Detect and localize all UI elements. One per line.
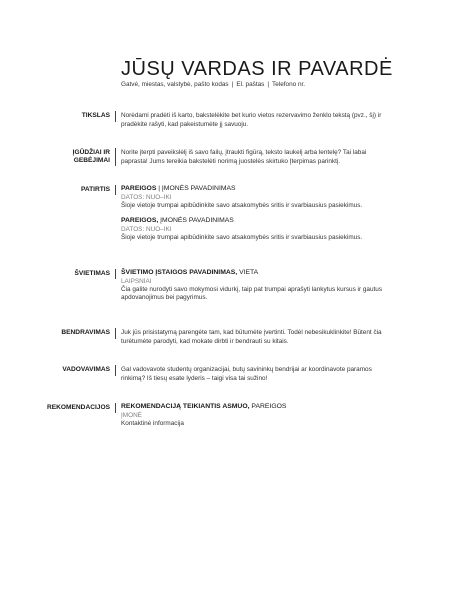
section-label-objective: TIKSLAS (81, 112, 110, 119)
experience-entry-heading (121, 217, 393, 226)
experience-entry[interactable] (121, 185, 393, 210)
section-content-references[interactable] (121, 403, 393, 428)
section-label-skills-line2: GEBĖJIMAI (73, 157, 110, 165)
contact-email[interactable]: El. paštas (236, 81, 265, 88)
section-content-experience (121, 185, 393, 250)
section-divider (115, 111, 116, 122)
education-institution: ŠVIETIMO ĮSTAIGOS PAVADINIMAS, (121, 269, 238, 276)
experience-entry-dates: DATOS: NUO–IKI (121, 193, 172, 201)
section-content-leadership[interactable] (121, 366, 393, 383)
section-divider (115, 328, 116, 339)
reference-person: REKOMENDACIJĄ TEIKIANTIS ASMUO, (121, 403, 250, 410)
education-description: Čia galite nurodyti savo mokymosi vidurkį, taip pat trumpai aprašyti lankytus kursus ir gautus apdovanojimus bei pagyrimus. (121, 285, 383, 302)
section-divider (115, 185, 116, 195)
experience-entry-dates: DATOS: NUO–IKI (121, 225, 172, 233)
reference-contact: Kontaktinė informacija (121, 419, 184, 427)
contact-line (121, 81, 305, 88)
section-label-experience: PATIRTIS (80, 186, 110, 193)
section-label-communication: BENDRAVIMAS (61, 329, 110, 336)
contact-separator: | (231, 81, 234, 88)
section-divider (115, 269, 116, 279)
experience-entry-title: PAREIGOS (121, 185, 157, 192)
section-label-leadership: VADOVAVIMAS (62, 366, 110, 373)
section-content-objective[interactable] (121, 112, 393, 129)
experience-entry-title: PAREIGOS, (121, 217, 159, 225)
experience-entry[interactable] (121, 217, 393, 242)
experience-entry-separator: | (156, 185, 162, 192)
skills-text[interactable]: Norite įterpti paveikslėlį iš savo failų, įtraukti figūrą, teksto laukelį arba lentelę? Tai labai paprasta! Jums tereikia bakstelėti norimą juostelės skirtuko Įterpimas parinktį. (121, 149, 367, 165)
section-divider (115, 365, 116, 376)
reference-heading (121, 403, 393, 412)
section-label-references: REKOMENDACIJOS (46, 404, 110, 411)
experience-entry-company: ĮMONĖS PAVADINIMAS (161, 185, 236, 192)
leadership-text[interactable]: Gal vadovavote studentų organizacijai, butų savininkų bendrijai ar koordinavote paramos rinkimą? Iš tiesų esate lyderis – taigi visa tai sužino! (121, 366, 372, 382)
communication-text[interactable]: Juk jūs prisistatymą parengėte tam, kad būtumėte įvertinti. Todėl nebesikuklinkite! Būtent čia turėtumėte parodyti, kad mokate dirbti ir bendrauti su kitais. (121, 329, 382, 345)
section-divider (115, 148, 116, 166)
objective-text[interactable]: Norėdami pradėti iš karto, bakstelėkite bet kurio vietos rezervavimo ženklo tekstą (pvz., šį) ir pradėkite rašyti, kad pakeistumėte jį savuoju. (121, 112, 382, 128)
education-heading (121, 269, 393, 278)
reference-company: ĮMONĖ (121, 411, 142, 419)
resume-name[interactable]: JŪSŲ VARDAS IR PAVARDĖ (121, 58, 393, 80)
experience-entry-heading (121, 185, 393, 194)
section-label-skills-line1: ĮGŪDŽIAI IR (72, 149, 110, 156)
education-location: VIETA (239, 269, 259, 276)
section-content-skills[interactable] (121, 149, 393, 166)
section-content-education[interactable] (121, 269, 393, 303)
education-degree: LAIPSNIAI (121, 277, 152, 285)
contact-separator: | (267, 81, 270, 88)
contact-phone[interactable]: Telefono nr. (272, 81, 306, 88)
section-divider (115, 403, 116, 413)
experience-entry-company: ĮMONĖS PAVADINIMAS (160, 217, 234, 225)
section-label-skills (14, 149, 110, 165)
experience-entry-description: Šioje vietoje trumpai apibūdinkite savo atsakomybės sritis ir svarbiausius pasiekimus. (121, 234, 363, 242)
experience-entry-description: Šioje vietoje trumpai apibūdinkite savo atsakomybės sritis ir svarbiausius pasiekimus. (121, 201, 363, 209)
section-content-communication[interactable] (121, 329, 393, 346)
contact-address[interactable]: Gatvė, miestas, valstybė, pašto kodas (121, 81, 229, 88)
reference-role: PAREIGOS (251, 403, 287, 410)
section-label-education: ŠVIETIMAS (74, 270, 110, 277)
